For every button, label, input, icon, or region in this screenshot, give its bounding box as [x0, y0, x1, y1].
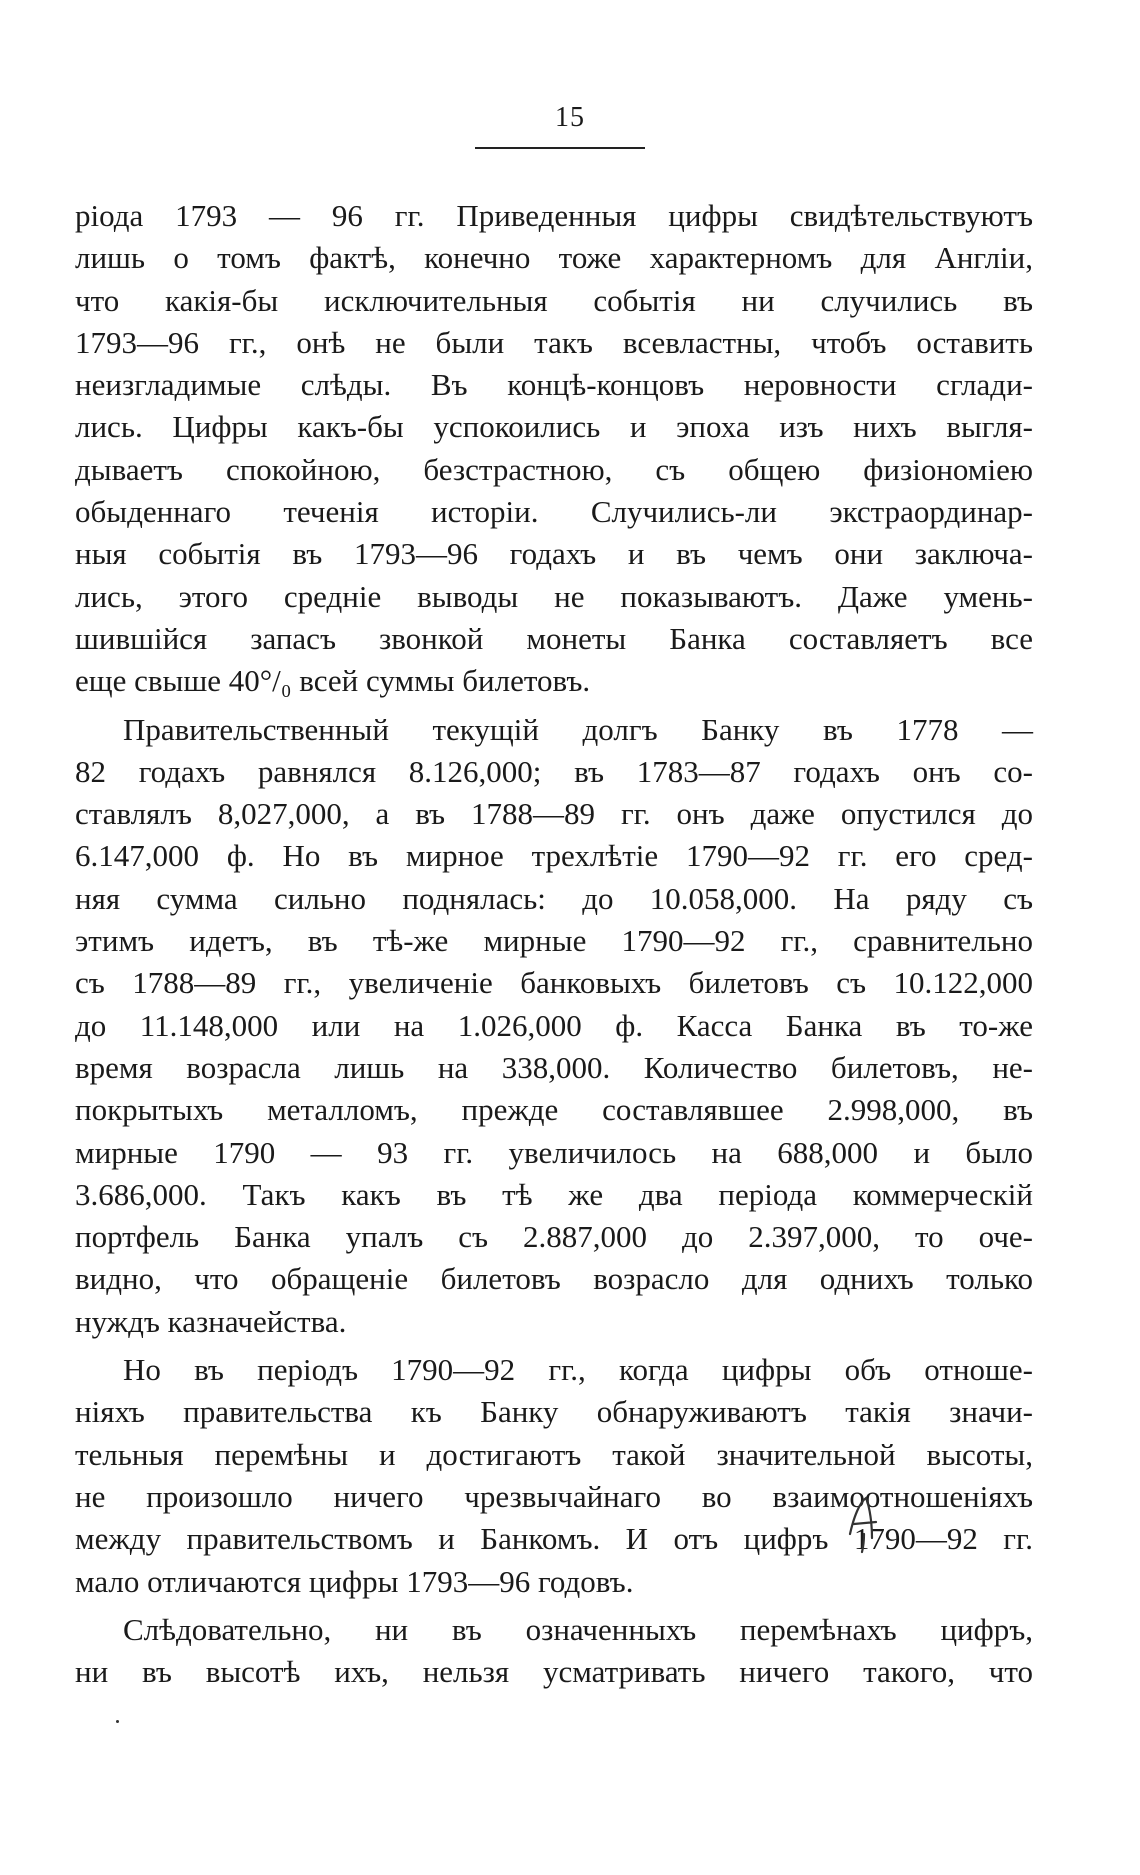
- pencil-annotation-mark: [842, 1494, 880, 1554]
- margin-dot: [116, 1720, 119, 1723]
- text-line: ныя событія въ 1793—96 годахъ и въ чемъ они заключа-: [75, 536, 1033, 572]
- text-line: неизгладимые слѣды. Въ концѣ-концовъ неровности сглади-: [75, 367, 1033, 403]
- text-line: не произошло ничего чрезвычайнаго во взаимоотношеніяхъ: [75, 1478, 1033, 1514]
- text-line: этимъ идетъ, въ тѣ-же мирные 1790—92 гг., сравнительно: [75, 923, 1033, 959]
- header-rule: [475, 147, 645, 149]
- text-line: обыденнаго теченія исторіи. Случились-ли экстраординар-: [75, 494, 1033, 530]
- text-line: дываетъ спокойною, безстрастною, съ общею физіономіею: [75, 451, 1033, 487]
- text-line: ріода 1793 — 96 гг. Приведенныя цифры свидѣтельствуютъ: [75, 198, 1033, 233]
- text-line: еще свыше 40°/₀ всей суммы билетовъ.: [75, 663, 591, 699]
- text-line: 3.686,000. Такъ какъ въ тѣ же два періода коммерческій: [75, 1176, 1033, 1212]
- page-number: 15: [555, 102, 585, 133]
- paragraph-2: [75, 709, 1033, 1343]
- text-line: лись, этого средніе выводы не показываютъ. Даже умень-: [75, 578, 1033, 614]
- text-line: время возрасла лишь на 338,000. Количество билетовъ, не-: [75, 1049, 1033, 1085]
- text-line: Но въ періодъ 1790—92 гг., когда цифры объ отноше-: [123, 1352, 1033, 1388]
- text-line: няя сумма сильно поднялась: до 10.058,000. На ряду съ: [75, 880, 1033, 916]
- text-line: съ 1788—89 гг., увеличеніе банковыхъ билетовъ съ 10.122,000: [75, 965, 1033, 1001]
- text-line: мало отличаются цифры 1793—96 годовъ.: [75, 1563, 634, 1599]
- text-line: Правительственный текущій долгъ Банку въ 1778 —: [123, 711, 1033, 747]
- text-line: Слѣдовательно, ни въ означенныхъ перемѣнахъ цифръ,: [123, 1611, 1033, 1647]
- text-line: тельныя перемѣны и достигаютъ такой значительной высоты,: [75, 1436, 1033, 1472]
- text-line: шившійся запасъ звонкой монеты Банка составляетъ все: [75, 620, 1033, 656]
- text-line: ніяхъ правительства къ Банку обнаруживаютъ такія значи-: [75, 1394, 1033, 1430]
- text-line: лишь о томъ фактѣ, конечно тоже характерномъ для Англіи,: [75, 240, 1033, 276]
- text-line: портфель Банка упалъ съ 2.887,000 до 2.397,000, то оче-: [75, 1219, 1033, 1255]
- text-line: лись. Цифры какъ-бы успокоились и эпоха изъ нихъ выгля-: [75, 409, 1033, 445]
- text-line: между правительствомъ и Банкомъ. И отъ цифръ 1790—92 гг.: [75, 1521, 1033, 1557]
- text-line: до 11.148,000 или на 1.026,000 ф. Касса Банка въ то-же: [75, 1007, 1033, 1043]
- text-line: что какія-бы исключительныя событія ни случились въ: [75, 282, 1033, 318]
- text-line: мирные 1790 — 93 гг. увеличилось на 688,000 и было: [75, 1134, 1033, 1170]
- text-line: видно, что обращеніе билетовъ возрасло для однихъ только: [75, 1261, 1033, 1297]
- paragraph-4: [75, 1609, 1033, 1694]
- body-text: [75, 195, 1033, 1693]
- text-line: ставлялъ 8,027,000, а въ 1788—89 гг. онъ даже опустился до: [75, 796, 1033, 832]
- paragraph-3: [75, 1349, 1033, 1603]
- text-line: нуждъ казначейства.: [75, 1303, 347, 1339]
- text-line: покрытыхъ металломъ, прежде составлявшее 2.998,000, въ: [75, 1092, 1033, 1128]
- text-line: ни въ высотѣ ихъ, нельзя усматривать ничего такого, что: [75, 1654, 1033, 1690]
- paragraph-1: [75, 195, 1033, 703]
- text-line: 1793—96 гг., онѣ не были такъ всевластны, чтобъ оставить: [75, 324, 1033, 360]
- text-line: 82 годахъ равнялся 8.126,000; въ 1783—87 годахъ онъ со-: [75, 753, 1033, 789]
- text-line: 6.147,000 ф. Но въ мирное трехлѣтіе 1790—92 гг. его сред-: [75, 838, 1033, 874]
